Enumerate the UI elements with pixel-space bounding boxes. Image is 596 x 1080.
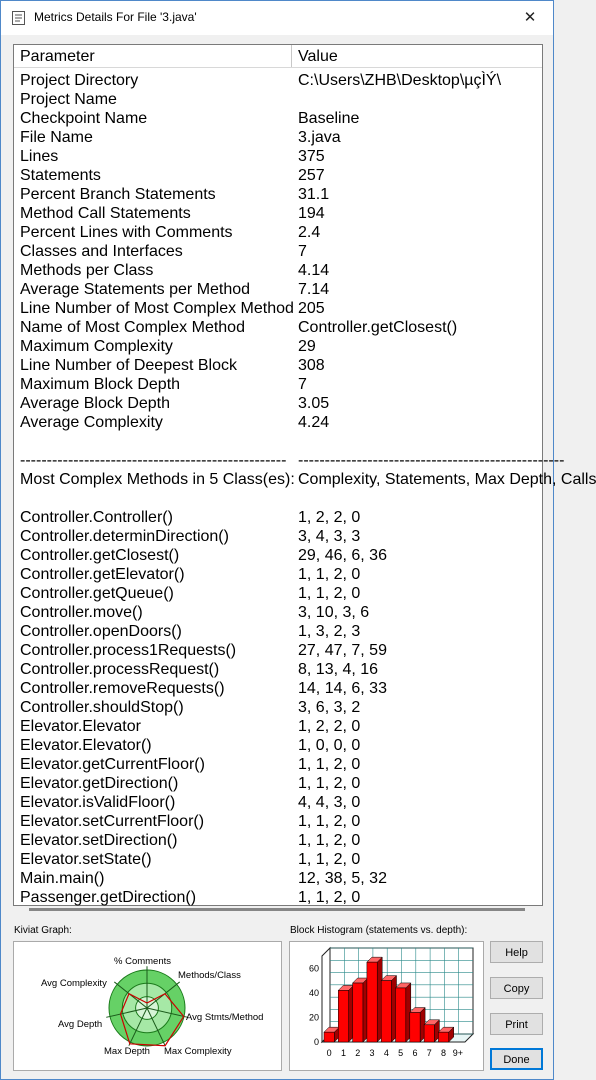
parameter-cell: Classes and Interfaces <box>20 243 183 260</box>
parameter-cell: Line Number of Most Complex Method <box>20 300 294 317</box>
histogram-x-tick-label: 9+ <box>452 1048 463 1058</box>
parameter-cell: Method Call Statements <box>20 205 191 222</box>
histogram-y-tick-label: 40 <box>308 987 319 998</box>
value-cell: 3, 10, 3, 6 <box>298 604 370 621</box>
parameter-cell: Controller.shouldStop() <box>20 699 184 716</box>
table-row[interactable] <box>14 793 542 812</box>
table-row[interactable] <box>14 489 542 508</box>
table-row[interactable] <box>14 128 542 147</box>
value-cell: 3.java <box>298 129 341 146</box>
value-cell: 1, 3, 2, 3 <box>298 623 361 640</box>
close-icon: ✕ <box>523 9 537 26</box>
help-button[interactable]: Help <box>490 941 543 963</box>
value-cell: 375 <box>298 148 325 165</box>
histogram-x-tick-label: 6 <box>412 1048 418 1058</box>
histogram-x-tick-label: 4 <box>383 1048 389 1058</box>
table-row[interactable] <box>14 508 542 527</box>
table-row[interactable] <box>14 413 542 432</box>
histogram-bar <box>338 990 348 1042</box>
parameter-cell: Maximum Block Depth <box>20 376 181 393</box>
parameter-cell: Line Number of Deepest Block <box>20 357 237 374</box>
parameter-cell: Elevator.Elevator() <box>20 737 152 754</box>
done-button[interactable]: Done <box>490 1048 543 1070</box>
column-header-value[interactable]: Value <box>298 48 338 65</box>
table-row[interactable] <box>14 736 542 755</box>
table-row[interactable] <box>14 71 542 90</box>
kiviat-axis-label: Max Complexity <box>164 1046 232 1057</box>
parameter-cell: Controller.processRequest() <box>20 661 220 678</box>
value-cell: 3, 6, 3, 2 <box>298 699 361 716</box>
histogram-bar <box>438 1032 448 1042</box>
table-row[interactable] <box>14 679 542 698</box>
histogram-bar <box>381 981 391 1042</box>
value-cell: -------------------------------------------------- <box>298 452 565 469</box>
parameter-cell: Controller.openDoors() <box>20 623 182 640</box>
table-row[interactable] <box>14 185 542 204</box>
table-row[interactable] <box>14 470 596 489</box>
horizontal-scrollbar-thumb[interactable] <box>29 908 525 911</box>
table-row[interactable] <box>14 660 542 679</box>
table-row[interactable] <box>14 698 542 717</box>
table-row[interactable] <box>14 318 542 337</box>
value-cell: 4.14 <box>298 262 330 279</box>
parameter-cell: Elevator.getCurrentFloor() <box>20 756 205 773</box>
value-cell: 7 <box>298 243 307 260</box>
value-cell: 14, 14, 6, 33 <box>298 680 387 697</box>
table-row[interactable] <box>14 280 542 299</box>
table-row[interactable] <box>14 546 542 565</box>
parameter-cell: Controller.move() <box>20 604 143 621</box>
parameter-cell: Controller.removeRequests() <box>20 680 225 697</box>
table-row[interactable] <box>14 755 542 774</box>
kiviat-axis-label: Avg Stmts/Method <box>186 1012 264 1023</box>
table-row[interactable] <box>14 432 542 451</box>
parameter-cell: Controller.getElevator() <box>20 566 185 583</box>
parameter-cell: Controller.process1Requests() <box>20 642 237 659</box>
table-row[interactable] <box>14 869 542 888</box>
histogram-x-tick-label: 8 <box>441 1048 447 1058</box>
parameter-cell: Average Complexity <box>20 414 163 431</box>
window-title: Metrics Details For File '3.java' <box>34 10 197 24</box>
kiviat-axis-label: % Comments <box>114 956 172 967</box>
value-cell: 7.14 <box>298 281 330 298</box>
parameter-cell: Elevator.setState() <box>20 851 152 868</box>
value-cell: 1, 1, 2, 0 <box>298 566 361 583</box>
value-cell: 4.24 <box>298 414 330 431</box>
table-row[interactable] <box>14 242 542 261</box>
table-row[interactable] <box>14 565 542 584</box>
table-row[interactable] <box>14 831 542 850</box>
parameter-cell: Maximum Complexity <box>20 338 173 355</box>
parameter-cell: Lines <box>20 148 59 165</box>
table-row[interactable] <box>14 166 542 185</box>
copy-button[interactable]: Copy <box>490 977 543 999</box>
table-row[interactable] <box>14 717 542 736</box>
table-row[interactable] <box>14 90 542 109</box>
table-row[interactable] <box>14 527 542 546</box>
value-cell: 3.05 <box>298 395 330 412</box>
value-cell: Complexity, Statements, Max Depth, Calls <box>298 471 596 488</box>
parameter-cell: Passenger.getDirection() <box>20 889 197 906</box>
value-cell: 1, 1, 2, 0 <box>298 889 361 906</box>
value-cell: 12, 38, 5, 32 <box>298 870 387 887</box>
histogram-y-tick-label: 0 <box>313 1037 319 1047</box>
kiviat-axis-label: Max Depth <box>104 1046 150 1057</box>
value-cell: 8, 13, 4, 16 <box>298 661 379 678</box>
histogram-x-tick-label: 0 <box>326 1048 332 1058</box>
table-row[interactable] <box>14 812 542 831</box>
value-cell: 1, 1, 2, 0 <box>298 585 361 602</box>
parameter-cell: Name of Most Complex Method <box>20 319 245 336</box>
value-cell: 194 <box>298 205 325 222</box>
table-row[interactable] <box>14 774 542 793</box>
table-row[interactable] <box>14 603 542 622</box>
parameter-cell: Project Directory <box>20 72 139 89</box>
table-row[interactable] <box>14 356 542 375</box>
value-cell: 1, 1, 2, 0 <box>298 756 361 773</box>
title-bar <box>1 1 553 35</box>
parameter-cell: Checkpoint Name <box>20 110 148 127</box>
value-cell: 4, 4, 3, 0 <box>298 794 361 811</box>
list-rows <box>14 71 596 907</box>
value-cell: 1, 2, 2, 0 <box>298 509 361 526</box>
table-row[interactable] <box>14 337 542 356</box>
value-cell: 2.4 <box>298 224 321 241</box>
histogram-x-tick-label: 3 <box>369 1048 375 1058</box>
value-cell: 1, 1, 2, 0 <box>298 851 361 868</box>
histogram-title: Block Histogram (statements vs. depth): <box>290 925 468 936</box>
parameter-cell: Average Block Depth <box>20 395 171 412</box>
parameter-cell: Main.main() <box>20 870 105 887</box>
kiviat-axis-label: Avg Depth <box>58 1019 103 1030</box>
metrics-list[interactable] <box>13 44 596 906</box>
table-row[interactable] <box>14 394 542 413</box>
histogram-bar <box>353 983 363 1042</box>
parameter-cell: Methods per Class <box>20 262 154 279</box>
parameter-cell: Elevator.Elevator <box>20 718 141 735</box>
table-row[interactable] <box>14 641 542 660</box>
app-icon <box>12 11 25 25</box>
table-row[interactable] <box>14 850 542 869</box>
parameter-cell: Controller.Controller() <box>20 509 173 526</box>
histogram-svg <box>290 942 483 1070</box>
parameter-cell: Elevator.setDirection() <box>20 832 178 849</box>
table-row[interactable] <box>14 622 542 641</box>
value-cell: 257 <box>298 167 325 184</box>
kiviat-axis-label: Methods/Class <box>178 970 241 981</box>
value-cell: C:\Users\ZHB\Desktop\µçÌÝ\ <box>298 72 502 89</box>
parameter-cell: Average Statements per Method <box>20 281 251 298</box>
kiviat-axis-label: Avg Complexity <box>41 978 107 989</box>
parameter-cell: Statements <box>20 167 101 184</box>
value-cell: 1, 2, 2, 0 <box>298 718 361 735</box>
histogram-x-tick-label: 7 <box>426 1048 432 1058</box>
value-cell: Baseline <box>298 110 360 127</box>
table-row[interactable] <box>14 375 542 394</box>
parameter-cell: Percent Lines with Comments <box>20 224 233 241</box>
histogram-y-tick-label: 60 <box>308 963 319 974</box>
table-row[interactable] <box>14 204 542 223</box>
parameter-cell: Percent Branch Statements <box>20 186 216 203</box>
parameter-cell: Elevator.setCurrentFloor() <box>20 813 205 830</box>
print-button[interactable]: Print <box>490 1013 543 1035</box>
table-row[interactable] <box>14 451 565 470</box>
value-cell: 1, 1, 2, 0 <box>298 775 361 792</box>
value-cell: Controller.getClosest() <box>298 319 458 336</box>
table-row[interactable] <box>14 147 542 166</box>
block-histogram <box>289 941 484 1071</box>
table-row[interactable] <box>14 584 542 603</box>
table-row[interactable] <box>14 299 542 318</box>
value-cell: 1, 1, 2, 0 <box>298 832 361 849</box>
value-cell: 308 <box>298 357 325 374</box>
value-cell: 205 <box>298 300 325 317</box>
list-header <box>14 45 542 68</box>
value-cell: 7 <box>298 376 307 393</box>
table-row[interactable] <box>14 888 542 907</box>
histogram-bar <box>324 1032 334 1042</box>
column-header-parameter[interactable]: Parameter <box>14 45 292 67</box>
histogram-bar <box>410 1013 420 1042</box>
histogram-x-tick-label: 2 <box>355 1048 361 1058</box>
value-cell: 1, 1, 2, 0 <box>298 813 361 830</box>
histogram-bar <box>396 988 406 1042</box>
value-cell: 29, 46, 6, 36 <box>298 547 387 564</box>
value-cell: 3, 4, 3, 3 <box>298 528 361 545</box>
parameter-cell: Controller.getQueue() <box>20 585 174 602</box>
parameter-cell: Controller.determinDirection() <box>20 528 229 545</box>
close-button[interactable] <box>507 1 553 35</box>
histogram-y-tick-label: 20 <box>308 1012 319 1023</box>
value-cell: 1, 0, 0, 0 <box>298 737 361 754</box>
parameter-cell: Most Complex Methods in 5 Class(es): <box>20 471 295 488</box>
table-row[interactable] <box>14 223 542 242</box>
histogram-bar <box>424 1025 434 1042</box>
parameter-cell: Elevator.isValidFloor() <box>20 794 176 811</box>
kiviat-label: Kiviat Graph: <box>14 925 72 936</box>
histogram-bar <box>367 962 377 1042</box>
value-cell: 29 <box>298 338 316 355</box>
value-cell: 31.1 <box>298 186 330 203</box>
parameter-cell: File Name <box>20 129 93 146</box>
kiviat-graph <box>13 941 282 1071</box>
table-row[interactable] <box>14 261 542 280</box>
histogram-x-tick-label: 1 <box>340 1048 346 1058</box>
table-row[interactable] <box>14 109 542 128</box>
parameter-cell: Elevator.getDirection() <box>20 775 179 792</box>
parameter-cell: Project Name <box>20 91 117 108</box>
parameter-cell: -------------------------------------------------- <box>20 452 287 469</box>
parameter-cell: Controller.getClosest() <box>20 547 180 564</box>
value-cell: 27, 47, 7, 59 <box>298 642 387 659</box>
histogram-x-tick-label: 5 <box>398 1048 404 1058</box>
